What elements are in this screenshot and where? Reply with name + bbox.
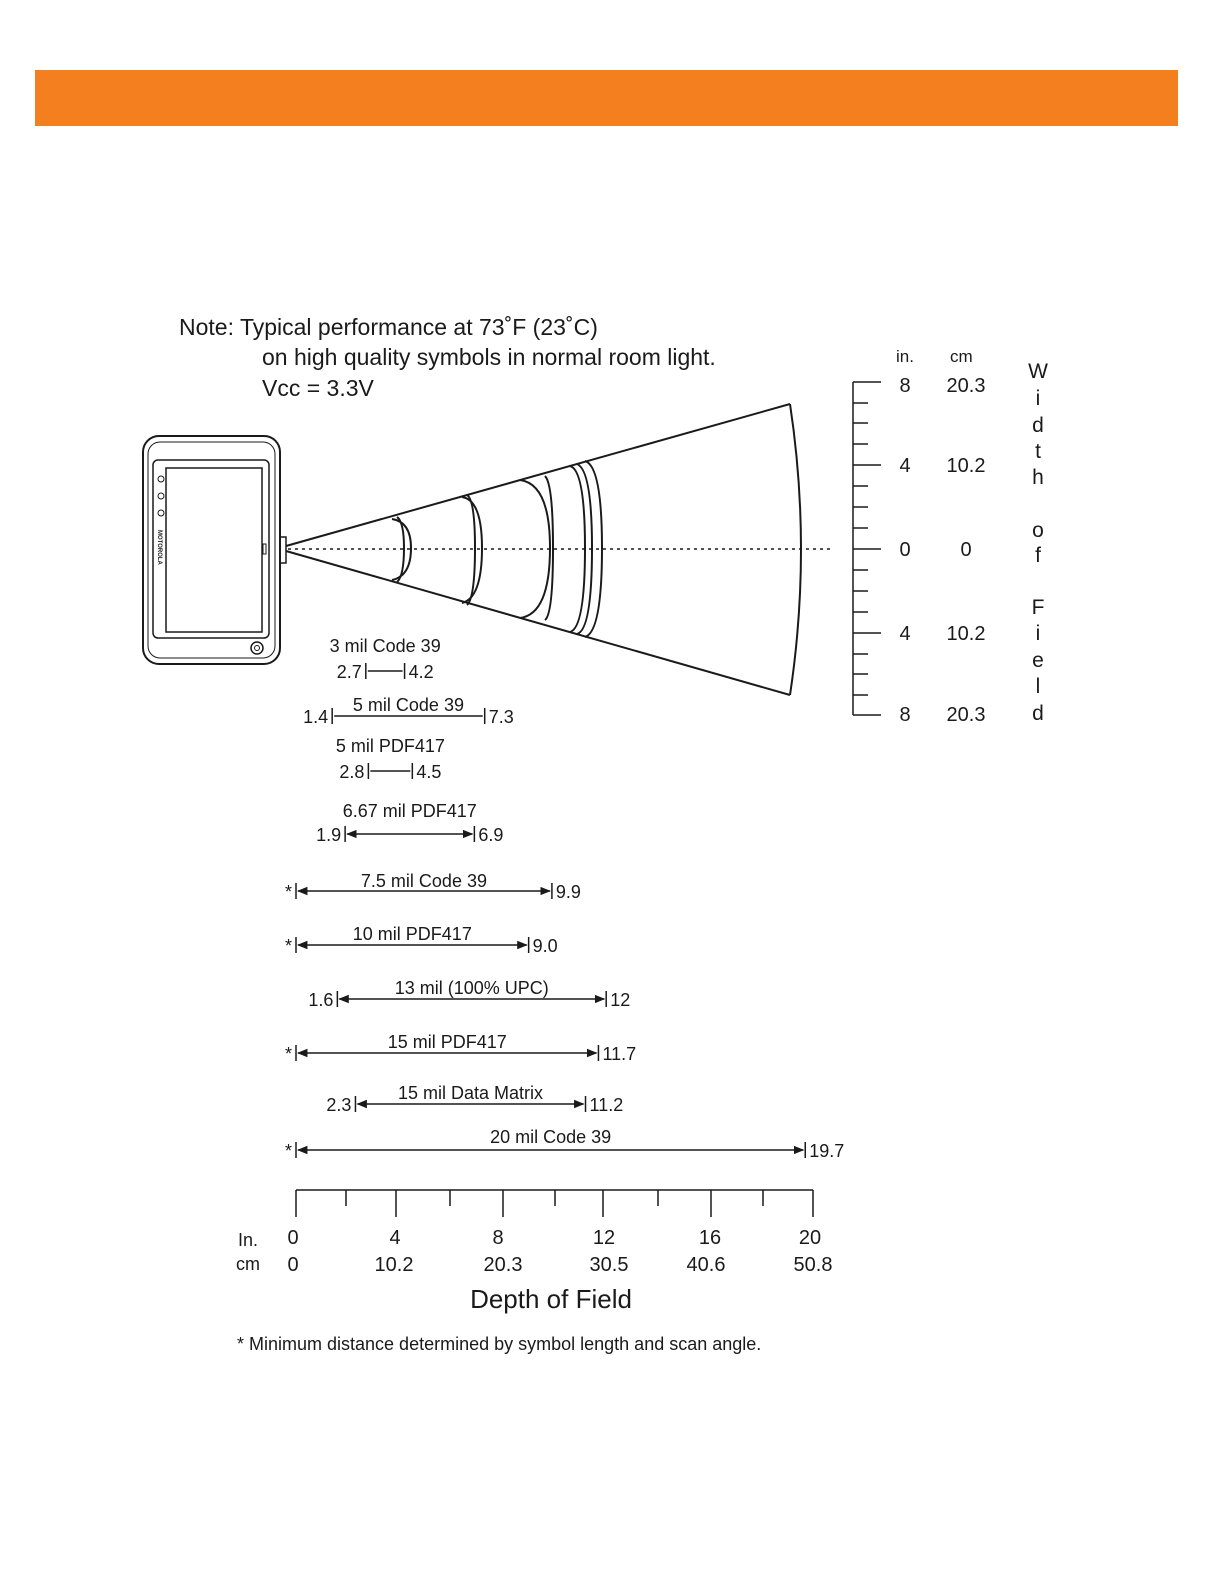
note-line-3: Vcc = 3.3V xyxy=(262,375,374,401)
range-bar-label: 5 mil PDF417 xyxy=(335,736,445,756)
range-bar-max-label: 4.2 xyxy=(408,662,434,682)
depth-tick-in: 8 xyxy=(492,1227,504,1249)
range-bar xyxy=(326,1083,623,1115)
range-bar-max-label: 19.7 xyxy=(809,1141,845,1161)
range-bar xyxy=(285,1032,636,1064)
width-tick-in: 4 xyxy=(899,623,911,645)
range-bar xyxy=(336,736,445,782)
range-bar xyxy=(285,871,581,902)
width-axis-title-letter: h xyxy=(1032,466,1044,489)
width-axis-title-letter: t xyxy=(1035,440,1041,463)
range-bar-max-label: 9.9 xyxy=(555,882,581,902)
width-tick-cm: 20.3 xyxy=(946,375,986,397)
width-tick-in: 8 xyxy=(899,375,911,397)
width-axis-title-letter: F xyxy=(1031,596,1045,619)
width-unit-in: in. xyxy=(896,347,914,366)
width-tick-cm: 20.3 xyxy=(946,704,986,726)
chart-title: Depth of Field xyxy=(470,1284,632,1314)
width-tick-cm: 10.2 xyxy=(946,623,986,645)
range-bar-min-label: 2.8 xyxy=(339,762,365,782)
width-tick-cm: 10.2 xyxy=(946,455,986,477)
range-bar-label: 3 mil Code 39 xyxy=(329,636,441,656)
range-bar-label: 15 mil Data Matrix xyxy=(397,1083,544,1103)
width-axis-title-letter: i xyxy=(1035,622,1041,645)
range-bar xyxy=(285,1127,844,1161)
width-tick-in: 8 xyxy=(899,704,911,726)
range-bar xyxy=(308,978,630,1010)
range-bar xyxy=(330,636,441,682)
range-bar-max-label: 11.7 xyxy=(602,1044,637,1064)
width-axis-title-letter: o xyxy=(1032,519,1044,542)
width-axis-title-letter: W xyxy=(1028,360,1048,383)
range-bar xyxy=(316,801,503,845)
range-bar-label: 6.67 mil PDF417 xyxy=(342,801,477,821)
depth-tick-in: 0 xyxy=(287,1227,299,1249)
width-unit-cm: cm xyxy=(950,347,973,366)
depth-axis-cm-label: cm xyxy=(236,1254,260,1274)
range-bar-max-label: 11.2 xyxy=(589,1095,624,1115)
depth-axis-in-label: In. xyxy=(238,1230,259,1250)
range-bar xyxy=(303,695,514,727)
note-line-1: Note: Typical performance at 73˚F (23˚C) xyxy=(179,314,598,340)
width-axis-title-letter: e xyxy=(1032,649,1044,672)
depth-tick-in: 12 xyxy=(592,1227,616,1249)
width-tick-cm: 0 xyxy=(960,539,972,561)
range-bar-min-label: 2.3 xyxy=(326,1095,352,1115)
range-bar xyxy=(285,924,558,956)
depth-tick-cm: 20.3 xyxy=(483,1254,523,1276)
width-tick-in: 4 xyxy=(899,455,911,477)
range-bar-min-label: * xyxy=(284,1141,292,1161)
range-bar-min-label: * xyxy=(284,1044,292,1064)
depth-tick-cm: 30.5 xyxy=(589,1254,629,1276)
width-axis-title-letter: f xyxy=(1035,544,1041,567)
range-bar-min-label: * xyxy=(284,882,292,902)
range-bar-max-label: 7.3 xyxy=(488,707,514,727)
depth-tick-in: 16 xyxy=(698,1227,722,1249)
width-axis-title-letter: i xyxy=(1035,387,1041,410)
depth-tick-cm: 40.6 xyxy=(686,1254,726,1276)
depth-tick-cm: 10.2 xyxy=(374,1254,414,1276)
depth-tick-in: 20 xyxy=(798,1227,822,1249)
depth-tick-cm: 0 xyxy=(287,1254,299,1276)
width-tick-in: 0 xyxy=(899,539,911,561)
range-bar-min-label: * xyxy=(284,936,292,956)
footnote: * Minimum distance determined by symbol length and scan angle. xyxy=(237,1334,762,1354)
device-brand-logo: MOTOROLA xyxy=(156,530,162,565)
range-bar-label: 10 mil PDF417 xyxy=(352,924,472,944)
range-bar-label: 7.5 mil Code 39 xyxy=(360,871,487,891)
device-illustration xyxy=(143,436,286,664)
depth-tick-in: 4 xyxy=(389,1227,401,1249)
width-axis-title-letter: l xyxy=(1035,675,1041,698)
range-bar-label: 20 mil Code 39 xyxy=(490,1127,612,1147)
width-axis-title-letter: d xyxy=(1032,702,1044,725)
range-bar-min-label: 2.7 xyxy=(336,662,362,682)
range-bar-max-label: 4.5 xyxy=(416,762,442,782)
range-bar-label: 15 mil PDF417 xyxy=(387,1032,507,1052)
width-ruler xyxy=(853,382,881,715)
range-bar-min-label: 1.6 xyxy=(308,990,334,1010)
range-bar-max-label: 12 xyxy=(610,990,631,1010)
note-line-2: on high quality symbols in normal room light. xyxy=(262,344,716,370)
range-bar-min-label: 1.9 xyxy=(316,825,342,845)
range-bar-min-label: 1.4 xyxy=(303,707,329,727)
range-bar-label: 5 mil Code 39 xyxy=(352,695,464,715)
depth-axis xyxy=(296,1190,813,1217)
depth-tick-cm: 50.8 xyxy=(793,1254,833,1276)
width-axis-title-letter: d xyxy=(1032,414,1044,437)
range-bar-max-label: 6.9 xyxy=(478,825,504,845)
range-bar-label: 13 mil (100% UPC) xyxy=(394,978,549,998)
range-bar-max-label: 9.0 xyxy=(532,936,558,956)
